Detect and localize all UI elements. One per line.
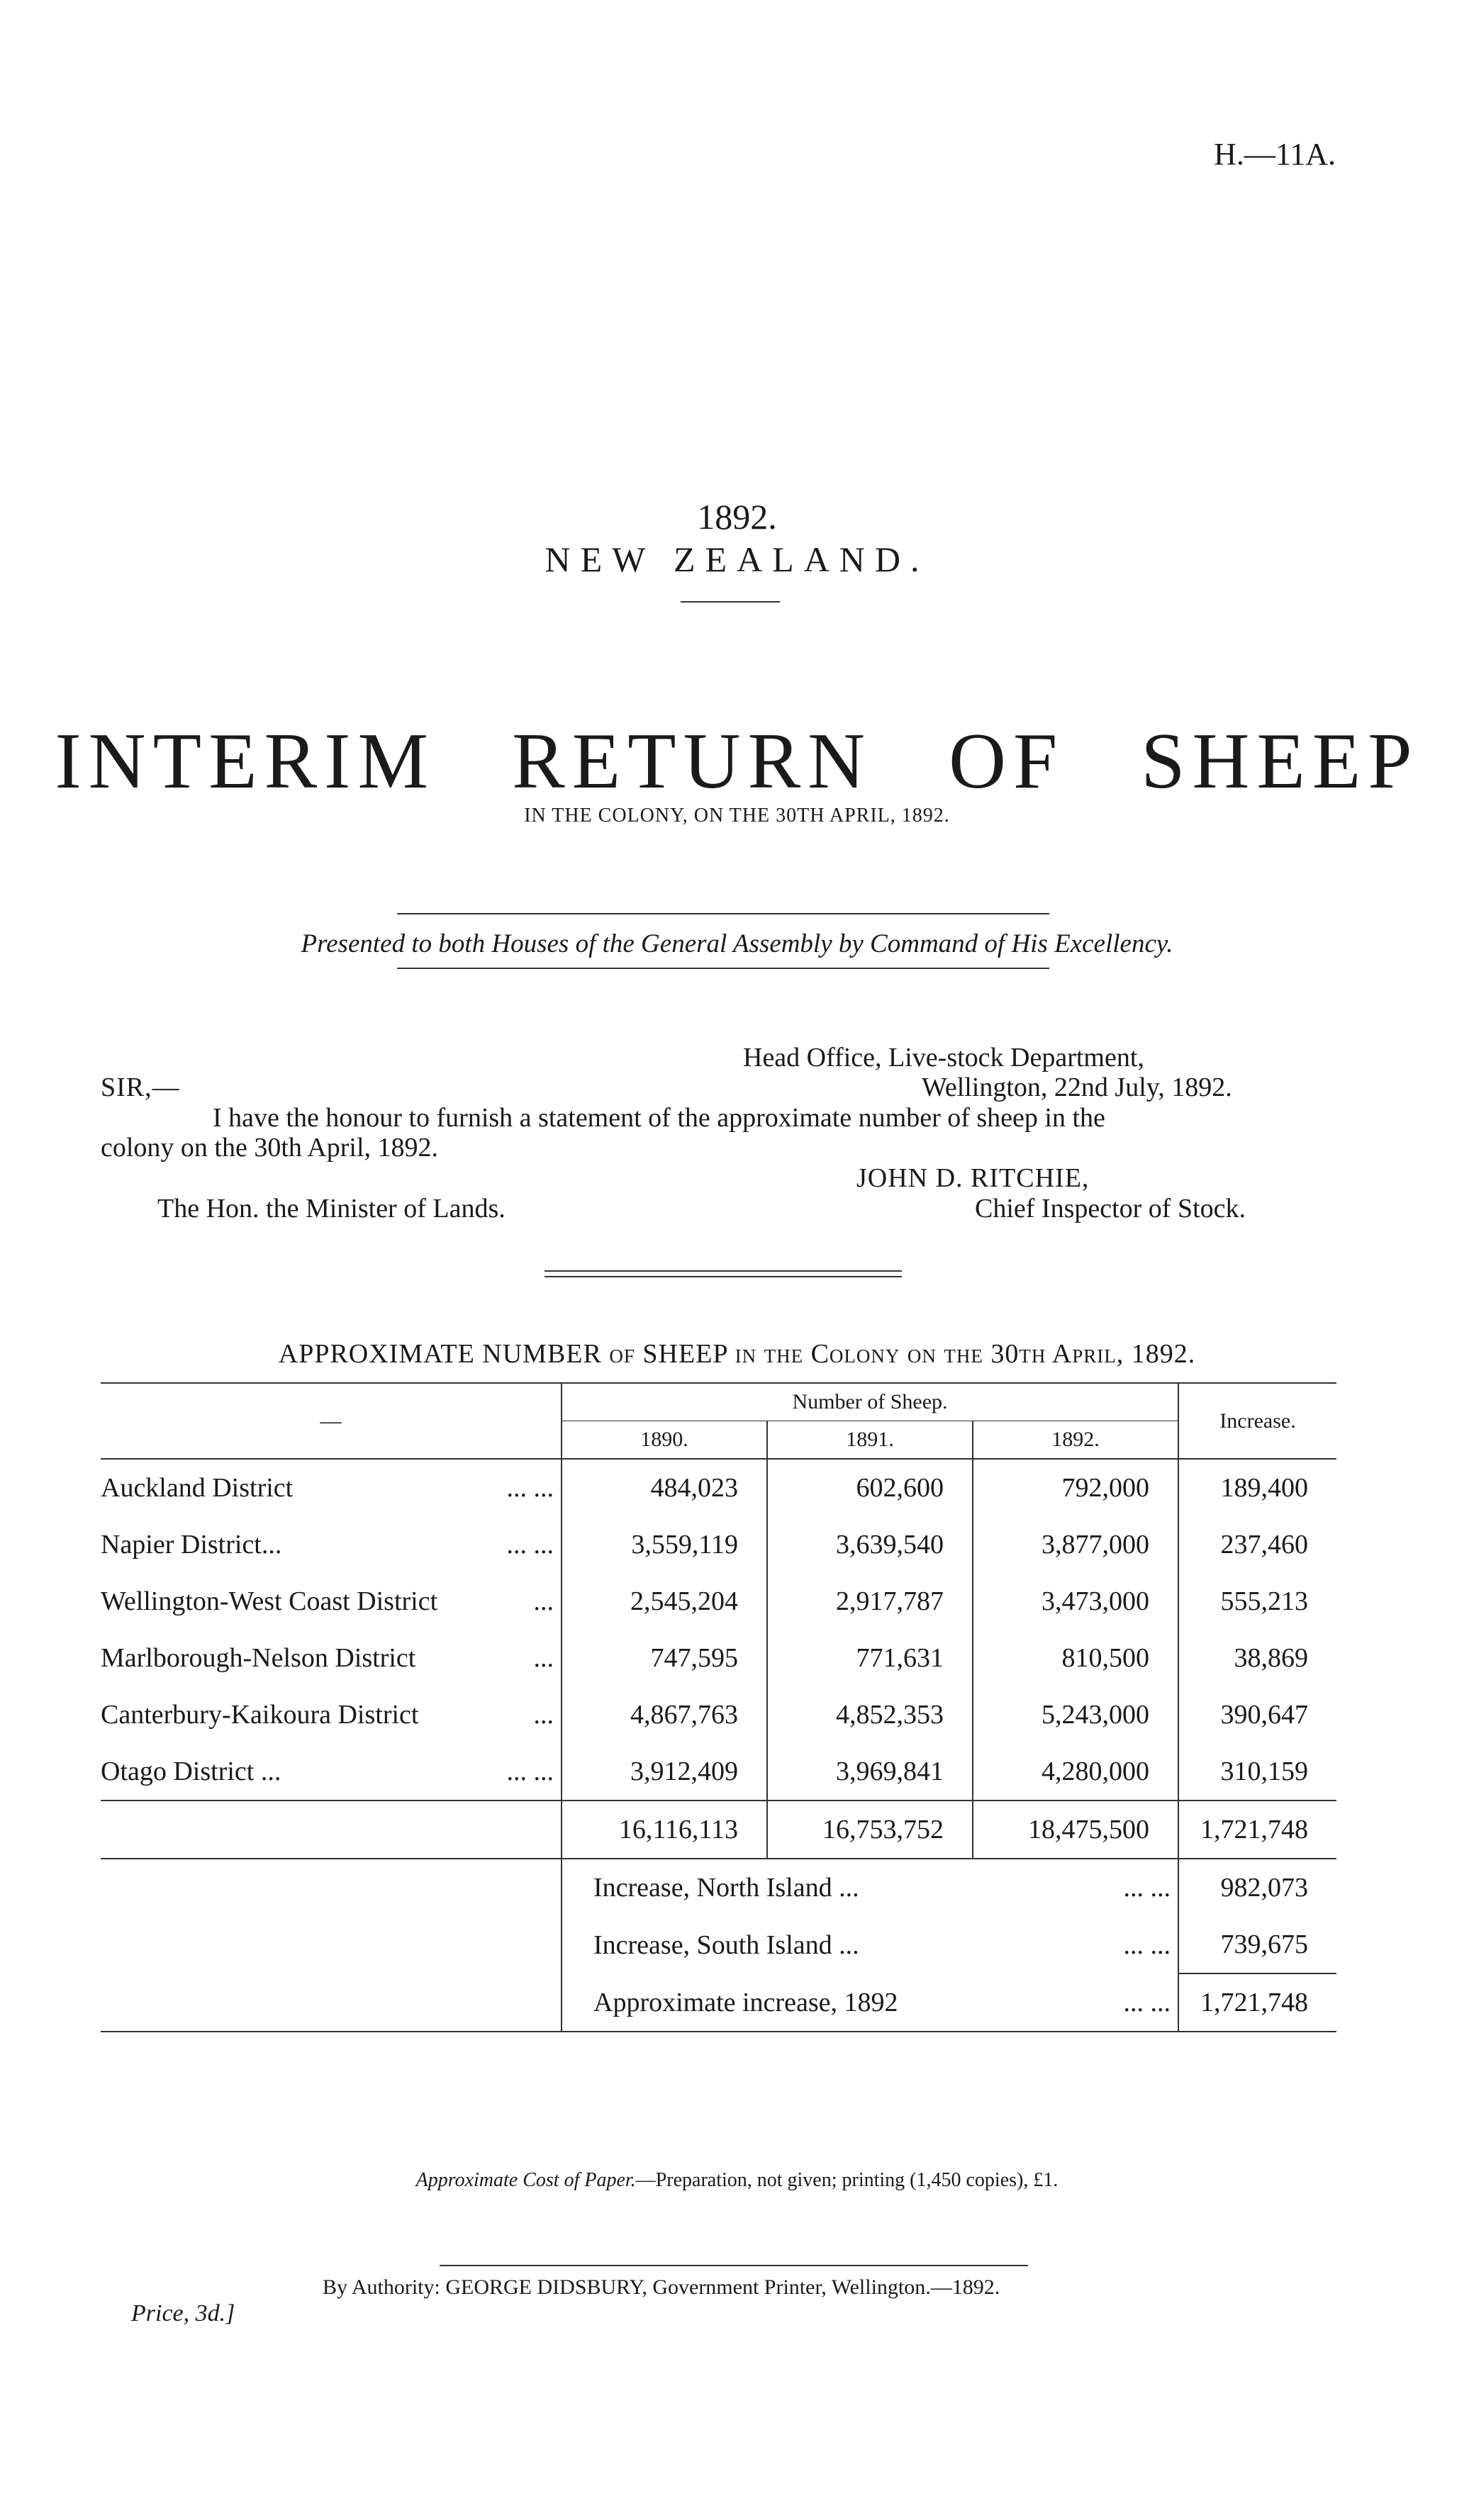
summary-label: Increase, South Island ... — [593, 1930, 859, 1960]
number-of-sheep-header: Number of Sheep. — [562, 1383, 1178, 1421]
year-header-1891: 1891. — [767, 1421, 973, 1460]
value-1891: 602,600 — [767, 1459, 973, 1516]
totals-row — [101, 1801, 1336, 1859]
divider — [440, 2265, 1028, 2266]
letter-signatory-title: Chief Inspector of Stock. — [975, 1194, 1246, 1223]
cost-note — [0, 2169, 1474, 2192]
divider — [681, 601, 780, 603]
table-title: APPROXIMATE NUMBER of SHEEP in the Colony on the 30th April, 1892. — [278, 1339, 1196, 1369]
double-rule-top — [545, 1270, 902, 1272]
letter-place-date: Wellington, 22nd July, 1892. — [922, 1073, 1232, 1102]
value-increase: 237,460 — [1178, 1516, 1336, 1573]
value-increase: 555,213 — [1178, 1573, 1336, 1630]
total-increase: 1,721,748 — [1178, 1801, 1336, 1859]
total-1892: 18,475,500 — [973, 1801, 1178, 1859]
letter-body-line1: I have the honour to furnish a statement of the approximate number of sheep in the — [213, 1103, 1105, 1133]
divider — [397, 913, 1049, 914]
double-rule-bottom — [545, 1276, 902, 1277]
stub-header: — — [101, 1383, 562, 1459]
leader-dots: ... ... — [506, 1530, 554, 1559]
value-1892: 4,280,000 — [973, 1743, 1178, 1801]
value-1890: 3,559,119 — [562, 1516, 767, 1573]
value-1892: 792,000 — [973, 1459, 1178, 1516]
price-note: Price, 3d.] — [131, 2300, 235, 2326]
country-heading: NEW ZEALAND. — [545, 539, 929, 579]
summary-value: 982,073 — [1178, 1859, 1336, 1916]
letter-addressee: The Hon. the Minister of Lands. — [157, 1194, 506, 1223]
leader-dots: ... ... — [506, 1757, 554, 1786]
page-subtitle: IN THE COLONY, ON THE 30TH APRIL, 1892. — [524, 805, 950, 827]
year-header-1890: 1890. — [562, 1421, 767, 1460]
divider — [397, 968, 1049, 969]
increase-header: Increase. — [1178, 1383, 1336, 1459]
letter-office: Head Office, Live-stock Department, — [743, 1043, 1144, 1073]
district-name: Marlborough-Nelson District — [101, 1643, 416, 1673]
leader-dots: ... — [533, 1643, 554, 1673]
value-1890: 747,595 — [562, 1630, 767, 1686]
summary-label: Increase, North Island ... — [593, 1873, 859, 1903]
district-name: Napier District... — [101, 1530, 282, 1559]
value-1892: 3,877,000 — [973, 1516, 1178, 1573]
district-name: Wellington-West Coast District — [101, 1586, 438, 1616]
total-1890: 16,116,113 — [562, 1801, 767, 1859]
district-name: Canterbury-Kaikoura District — [101, 1700, 419, 1730]
value-1890: 484,023 — [562, 1459, 767, 1516]
table-row — [101, 1630, 1336, 1686]
summary-row — [101, 1916, 1336, 1973]
leader-dots: ... ... — [1123, 1987, 1171, 2017]
leader-dots: ... — [533, 1700, 554, 1730]
value-1891: 771,631 — [767, 1630, 973, 1686]
summary-value: 1,721,748 — [1178, 1973, 1336, 2032]
value-1891: 4,852,353 — [767, 1686, 973, 1743]
cost-text: —Preparation, not given; printing (1,450 copies), £1. — [635, 2169, 1059, 2191]
summary-row — [101, 1973, 1336, 2032]
value-1891: 2,917,787 — [767, 1573, 973, 1630]
authority-line: By Authority: GEORGE DIDSBURY, Government Printer, Wellington.—1892. — [323, 2275, 1000, 2299]
value-increase: 310,159 — [1178, 1743, 1336, 1801]
value-1890: 4,867,763 — [562, 1686, 767, 1743]
document-reference: H.—11A. — [1214, 137, 1336, 172]
value-1891: 3,639,540 — [767, 1516, 973, 1573]
leader-dots: ... ... — [506, 1473, 554, 1503]
district-name: Otago District ... — [101, 1757, 281, 1786]
value-1892: 810,500 — [973, 1630, 1178, 1686]
value-increase: 390,647 — [1178, 1686, 1336, 1743]
letter-salutation: SIR,— — [101, 1073, 180, 1102]
value-1890: 3,912,409 — [562, 1743, 767, 1801]
table-row — [101, 1516, 1336, 1573]
document-year: 1892. — [697, 497, 777, 537]
sheep-table — [101, 1382, 1336, 2032]
table-row — [101, 1459, 1336, 1516]
value-increase: 189,400 — [1178, 1459, 1336, 1516]
summary-row — [101, 1859, 1336, 1916]
summary-label: Approximate increase, 1892 — [593, 1987, 898, 2017]
value-1891: 3,969,841 — [767, 1743, 973, 1801]
summary-value: 739,675 — [1178, 1916, 1336, 1973]
value-1892: 5,243,000 — [973, 1686, 1178, 1743]
leader-dots: ... ... — [1123, 1873, 1171, 1903]
value-increase: 38,869 — [1178, 1630, 1336, 1686]
page-title: INTERIM RETURN OF SHEEP — [55, 717, 1419, 805]
total-1891: 16,753,752 — [767, 1801, 973, 1859]
leader-dots: ... ... — [1123, 1930, 1171, 1960]
district-name: Auckland District — [101, 1473, 294, 1503]
presented-note: Presented to both Houses of the General Assembly by Command of His Excellency. — [301, 929, 1173, 958]
value-1892: 3,473,000 — [973, 1573, 1178, 1630]
table-row — [101, 1686, 1336, 1743]
value-1890: 2,545,204 — [562, 1573, 767, 1630]
letter-body-line2: colony on the 30th April, 1892. — [101, 1133, 439, 1163]
cost-label: Approximate Cost of Paper. — [415, 2169, 636, 2191]
letter-signatory: JOHN D. RITCHIE, — [856, 1163, 1090, 1193]
table-row — [101, 1743, 1336, 1801]
year-header-1892: 1892. — [973, 1421, 1178, 1460]
leader-dots: ... — [533, 1586, 554, 1616]
table-row — [101, 1573, 1336, 1630]
